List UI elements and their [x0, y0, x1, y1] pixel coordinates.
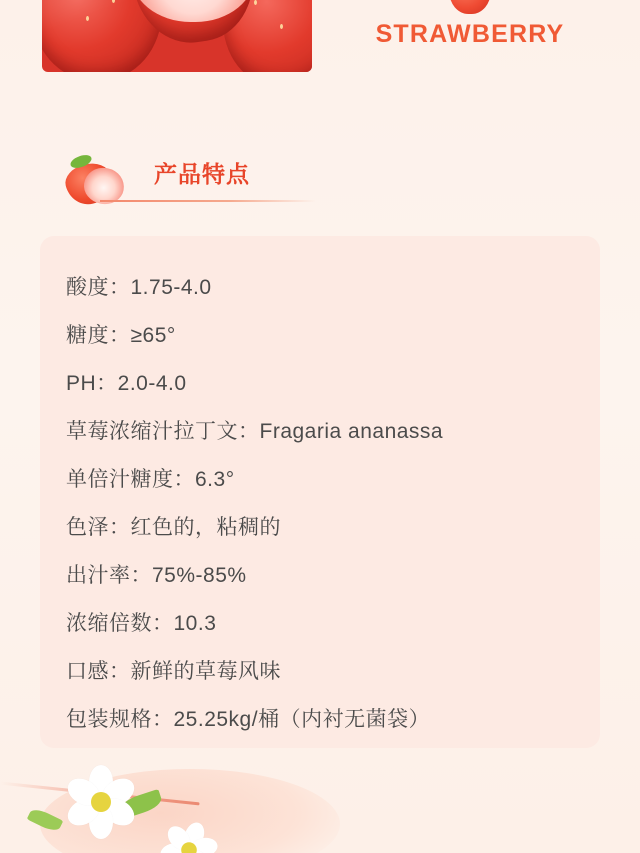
spec-row: 单倍汁糖度：6.3°: [66, 468, 235, 491]
flower-icon: [159, 820, 220, 853]
header-section: [0, 0, 640, 120]
spec-row: 浓缩倍数：10.3: [66, 612, 217, 635]
section-title: 产品特点: [154, 161, 250, 187]
spec-row: 色泽：红色的，粘稠的: [66, 516, 281, 539]
spec-row: 包装规格：25.25kg/桶（内衬无菌袋）: [66, 708, 431, 731]
bottom-decoration: [0, 743, 640, 853]
strawberry-slice-icon: [62, 154, 128, 206]
strawberry-photo: [42, 0, 312, 72]
strawberry-icon: [443, 0, 497, 14]
spec-row: 酸度：1.75-4.0: [66, 276, 212, 299]
specs-card: [40, 236, 600, 748]
spec-row: PH：2.0-4.0: [66, 372, 187, 395]
section-heading: [62, 150, 362, 212]
flower-icon: [62, 763, 140, 841]
heading-underline: [100, 200, 316, 202]
spec-row: 糖度：≥65°: [66, 324, 176, 347]
spec-row: 出汁率：75%-85%: [66, 564, 247, 587]
title-block: [340, 0, 600, 49]
english-title: STRAWBERRY: [375, 20, 565, 48]
spec-row: 口感：新鲜的草莓风味: [66, 660, 281, 683]
spec-row: 草莓浓缩汁拉丁文：Fragaria ananassa: [66, 420, 444, 443]
